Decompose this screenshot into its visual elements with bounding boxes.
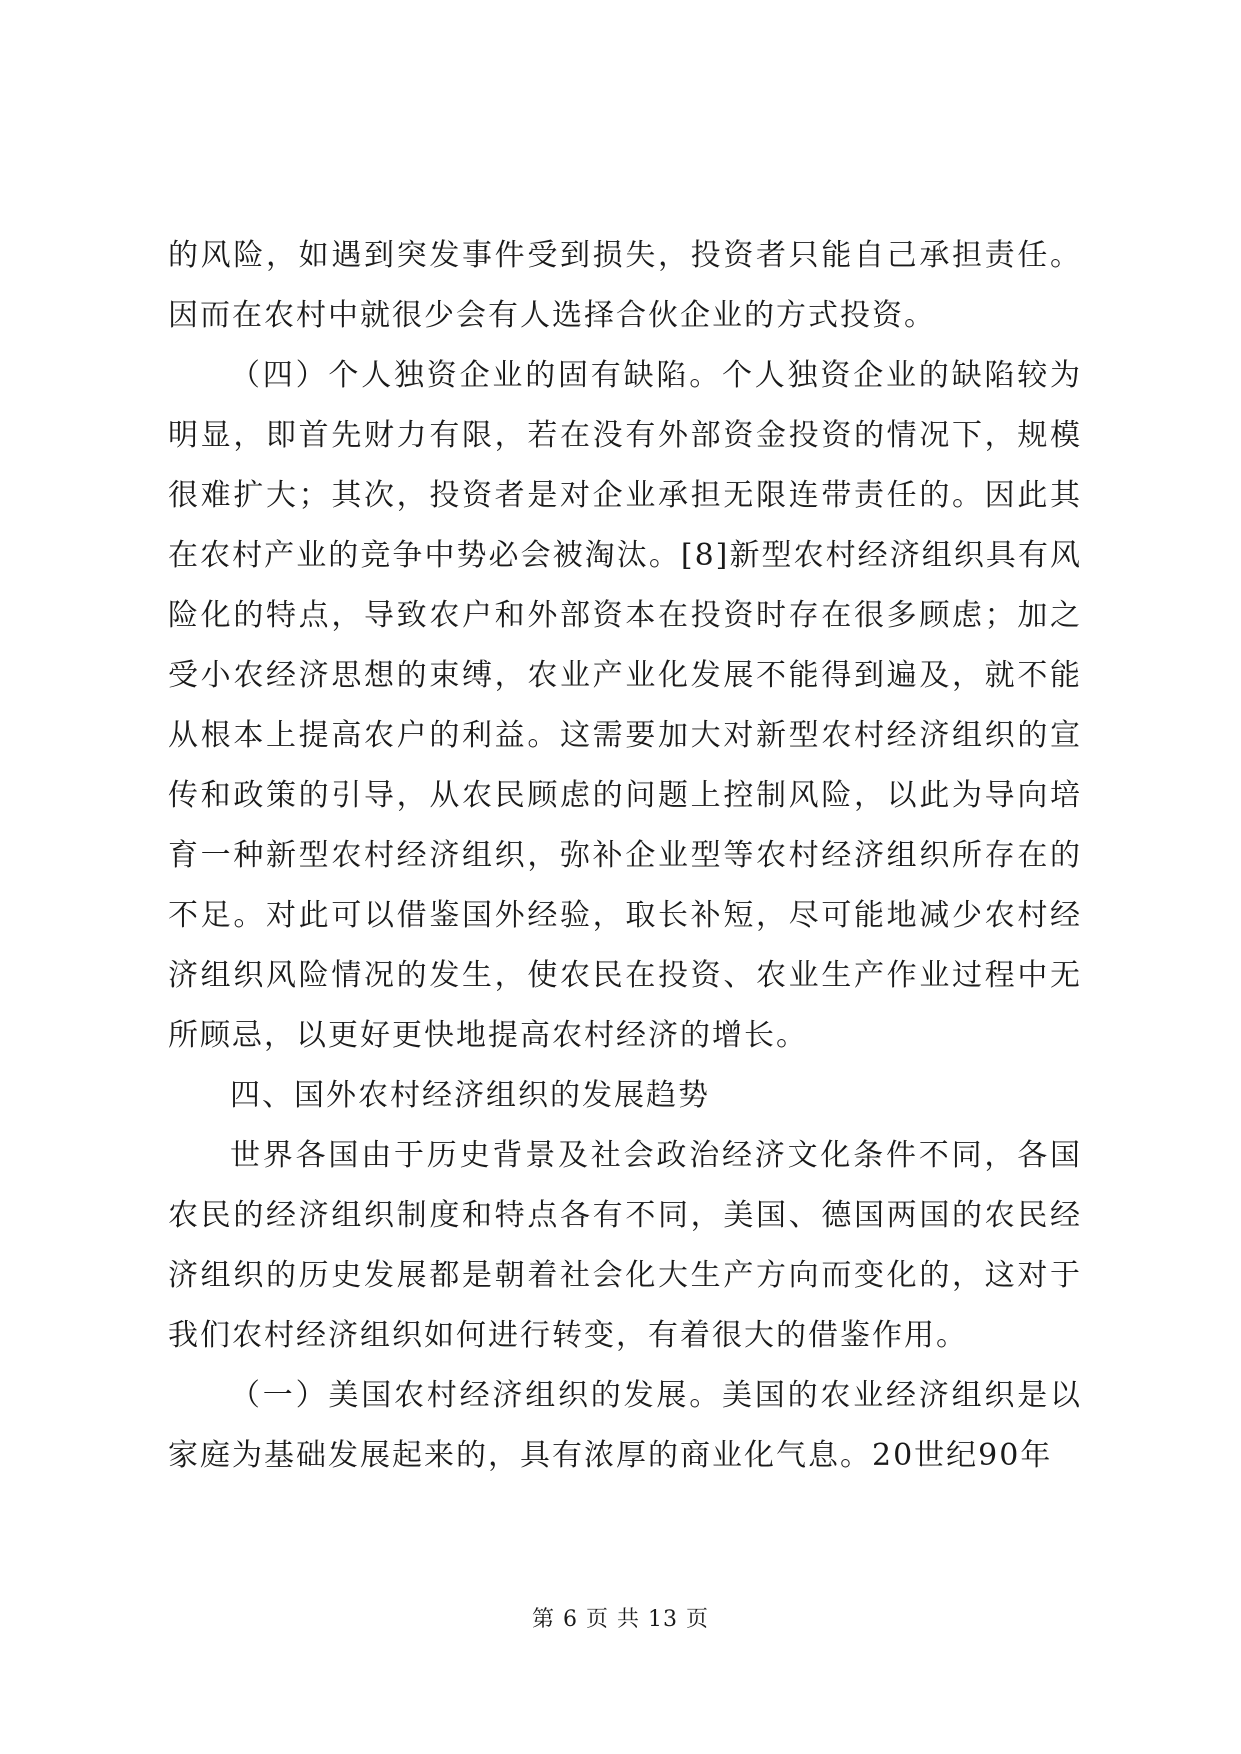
paragraph-usa: （一）美国农村经济组织的发展。美国的农业经济组织是以家庭为基础发展起来的，具有浓厚的商业化气息。20世纪90年 — [168, 1378, 1082, 1473]
section-heading: 四、国外农村经济组织的发展趋势 — [230, 1078, 710, 1113]
paragraph-continuation: 的风险，如遇到突发事件受到损失，投资者只能自己承担责任。因而在农村中就很少会有人选择合伙企业的方式投资。 — [168, 238, 1082, 333]
document-body — [168, 226, 1082, 1486]
paragraph-intro-foreign: 世界各国由于历史背景及社会政治经济文化条件不同，各国农民的经济组织制度和特点各有不同，美国、德国两国的农民经济组织的历史发展都是朝着社会化大生产方向而变化的，这对于我们农村经济组织如何进行转变，有着很大的借鉴作用。 — [168, 1138, 1082, 1353]
page-number-footer: 第 6 页 共 13 页 — [532, 1607, 709, 1632]
paragraph-sole-proprietorship: （四）个人独资企业的固有缺陷。个人独资企业的缺陷较为明显，即首先财力有限，若在没有外部资金投资的情况下，规模很难扩大；其次，投资者是对企业承担无限连带责任的。因此其在农村产业的竞争中势必会被淘汰。[8]新型农村经济组织具有风险化的特点，导致农户和外部资本在投资时存在很多顾虑；加之受小农经济思想的束缚，农业产业化发展不能得到遍及，就不能从根本上提高农户的利益。这需要加大对新型农村经济组织的宣传和政策的引导，从农民顾虑的问题上控制风险，以此为导向培育一种新型农村经济组织，弥补企业型等农村经济组织所存在的不足。对此可以借鉴国外经验，取长补短，尽可能地减少农村经济组织风险情况的发生，使农民在投资、农业生产作业过程中无所顾忌，以更好更快地提高农村经济的增长。 — [168, 358, 1082, 1053]
